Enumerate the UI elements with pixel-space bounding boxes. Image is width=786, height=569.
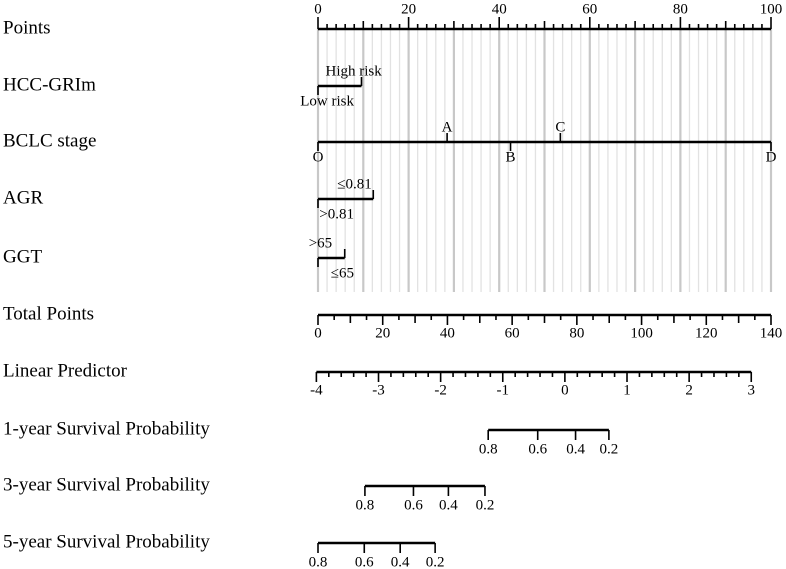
survival-5-year-survival-probability-tick-label-0: 0.8 <box>308 554 328 569</box>
agr-level-0-81: >0.81 <box>319 206 354 223</box>
survival-5-year-survival-probability-tick-label-2: 0.4 <box>390 554 410 569</box>
row-label-total-points: Total Points <box>3 303 95 325</box>
points-tick-label-40: 40 <box>491 1 507 18</box>
survival-3-year-survival-probability-tick-label-3: 0.2 <box>475 497 495 514</box>
bclc-stage-level-b: B <box>505 149 516 166</box>
linear-predictor-tick-label--2: -2 <box>434 382 447 399</box>
bclc-stage-level-c: C <box>555 119 566 136</box>
agr-level-0-81: ≤0.81 <box>337 176 372 193</box>
total-points-tick-label-100: 100 <box>630 325 653 342</box>
row-label-survival-1-year-survival-probability: 1-year Survival Probability <box>3 418 210 440</box>
linear-predictor-tick-label--3: -3 <box>372 382 385 399</box>
survival-5-year-survival-probability-tick-label-3: 0.2 <box>425 554 445 569</box>
linear-predictor-tick-label-1: 1 <box>623 382 631 399</box>
row-label-points: Points <box>3 17 51 39</box>
bclc-stage-level-a: A <box>441 119 453 136</box>
survival-3-year-survival-probability-tick-label-0: 0.8 <box>355 497 375 514</box>
hcc-grim-level-low-risk: Low risk <box>300 93 354 110</box>
points-tick-label-60: 60 <box>582 1 598 18</box>
linear-predictor-tick-label--4: -4 <box>310 382 323 399</box>
nomogram-rows <box>3 1 782 569</box>
total-points-tick-label-40: 40 <box>439 325 455 342</box>
row-label-hcc-grim: HCC-GRIm <box>3 74 96 96</box>
points-tick-label-0: 0 <box>314 1 322 18</box>
ggt-level-65: ≤65 <box>330 265 354 282</box>
row-label-agr: AGR <box>3 187 44 209</box>
row-label-bclc-stage: BCLC stage <box>3 130 97 152</box>
total-points-tick-label-60: 60 <box>504 325 520 342</box>
survival-3-year-survival-probability-tick-label-1: 0.6 <box>404 497 423 514</box>
bclc-stage-level-d: D <box>765 149 777 166</box>
total-points-tick-label-20: 20 <box>375 325 391 342</box>
total-points-tick-label-80: 80 <box>569 325 585 342</box>
points-tick-label-20: 20 <box>401 1 417 18</box>
survival-1-year-survival-probability-tick-label-3: 0.2 <box>599 441 619 458</box>
ggt-level-65: >65 <box>308 235 333 252</box>
linear-predictor-tick-label-0: 0 <box>561 382 569 399</box>
row-label-survival-3-year-survival-probability: 3-year Survival Probability <box>3 474 210 496</box>
total-points-tick-label-140: 140 <box>759 325 783 342</box>
row-label-survival-5-year-survival-probability: 5-year Survival Probability <box>3 531 210 553</box>
hcc-grim-level-high-risk: High risk <box>325 63 382 80</box>
points-tick-label-100: 100 <box>759 1 783 18</box>
survival-5-year-survival-probability-tick-label-1: 0.6 <box>354 554 374 569</box>
linear-predictor-tick-label--1: -1 <box>496 382 510 399</box>
row-label-linear-predictor: Linear Predictor <box>3 360 127 382</box>
survival-1-year-survival-probability-tick-label-1: 0.6 <box>528 441 548 458</box>
survival-1-year-survival-probability-tick-label-2: 0.4 <box>566 441 585 458</box>
points-tick-label-80: 80 <box>672 1 688 18</box>
bclc-stage-level-o: O <box>312 149 324 166</box>
survival-3-year-survival-probability-tick-label-2: 0.4 <box>439 497 458 514</box>
total-points-tick-label-120: 120 <box>695 325 718 342</box>
survival-1-year-survival-probability-tick-label-0: 0.8 <box>478 441 498 458</box>
linear-predictor-tick-label-2: 2 <box>685 382 693 399</box>
total-points-tick-label-0: 0 <box>314 325 322 342</box>
row-label-ggt: GGT <box>3 246 43 268</box>
points-gridlines <box>318 29 771 292</box>
linear-predictor-tick-label-3: 3 <box>747 382 756 399</box>
